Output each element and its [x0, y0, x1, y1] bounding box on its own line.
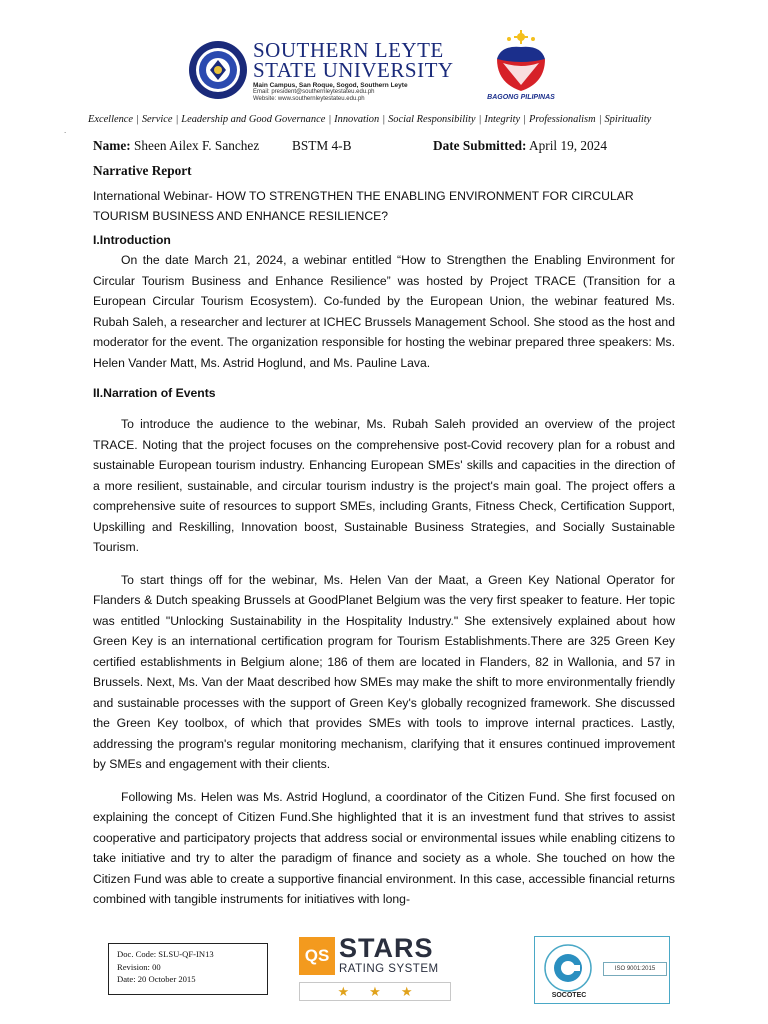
divider: |: [136, 114, 139, 125]
core-value: Service: [141, 114, 173, 125]
bagong-pilipinas-label: BAGONG PILIPINAS: [487, 94, 555, 101]
university-website: Website: www.southernleytestateu.edu.ph: [253, 96, 365, 102]
qs-badge: QS: [299, 937, 335, 975]
student-info-line: [93, 138, 675, 157]
date-label: Date Submitted:: [433, 138, 527, 153]
core-value: Integrity: [484, 114, 521, 125]
doc-code: Doc. Code: SLSU-QF-IN13: [117, 949, 214, 959]
student-section: BSTM 4-B: [292, 138, 352, 153]
qs-stars-title: STARS: [339, 933, 434, 963]
student-name: Sheen Ailex F. Sanchez: [134, 138, 260, 153]
document-control-box: [108, 943, 268, 995]
paragraph: To introduce the audience to the webinar, Ms. Rubah Saleh provided an overview of the project TRACE. Noting that the project focuses on the comprehensive post-Covid recovery plan for a robust and sustainable European tourism industry. Enhancing European SMEs' skills and capacities in the direction of a more resilient, sustainable, and circular tourism industry is the project's main goal. The project offers a comprehensive suite of resources to support SMEs, including Grants, Fitness Check, Certification Support, Upskilling and Reskilling, Innovation boost, Sustainable Business Strategies, and Socially Sustainable Tourism.: [93, 417, 675, 554]
date-value: April 19, 2024: [529, 138, 607, 153]
core-value: Professionalism: [529, 114, 596, 125]
name-label: Name:: [93, 138, 131, 153]
university-name-block: [253, 40, 454, 103]
campus-address: Main Campus, San Roque, Sogod, Southern Leyte: [253, 82, 408, 89]
paragraph: Following Ms. Helen was Ms. Astrid Hoglund, a coordinator of the Citizen Fund. She first focused on explaining the concept of Citizen Fund.She highlighted that it is an investment fund that strives to assist cooperative and participatory projects that address social or environmental issues while enabling citizens to take initiative and try to alter the paradigm of finance and society as a whole. She touched on how the Citizen Fund was able to create a supportive financial environment. In this case, accessible financial returns combined with tangible instruments for initiatives with long-: [93, 789, 675, 906]
qs-rating-subtitle: RATING SYSTEM: [339, 963, 439, 975]
socotec-emblem-icon: [543, 943, 593, 993]
core-value: Spirituality: [604, 114, 652, 125]
margin-dot: .: [64, 126, 67, 135]
section-heading: II.Narration of Events: [93, 386, 216, 400]
university-email: Email: president@southernleytestateu.edu.ph: [253, 89, 375, 95]
university-name-line1: SOUTHERN LEYTE: [253, 38, 444, 62]
divider: |: [523, 114, 527, 125]
doc-revision: Revision: 00: [117, 961, 161, 972]
university-name-line2: STATE UNIVERSITY: [253, 58, 454, 82]
qs-stars-logo: [299, 933, 451, 1005]
university-seal-logo: [188, 40, 248, 100]
paragraph: To start things off for the webinar, Ms. Helen Van der Maat, a Green Key National Operator for Flanders & Dutch speaking Brussels at GoodPlanet Belgium was the very first speaker to feature. Her topic was entitled "Unlocking Sustainability in the Hospitality Industry." She extensively explained about how Green Key is an international certification program for Tourism Establishments.There are 325 Green Key certified establishments in Belgium alone; 186 of them are located in Flanders, 82 in Wallonia, and 57 in Brussels. Next, Ms. Van der Maat described how SMEs may make the shift to more environmentally friendly and sustainable processes with the support of Green Key's globally recognized framework. She discussed the Green Key toolbox, of which that provides SMEs with tools to improve internal practices. Lastly, addressing the program's regular monitoring mechanism, clarifying that it ensures continued improvement by SMEs and engagement with their clients.: [93, 572, 675, 771]
webinar-title: International Webinar- HOW TO STRENGTHEN THE ENABLING ENVIRONMENT FOR CIRCULAR TOURISM BUSINESS AND ENHANCE RESILIENCE?: [93, 189, 634, 223]
star-rating-icon: ★★★: [299, 982, 451, 1001]
date-submitted: [433, 138, 607, 154]
divider: |: [328, 114, 332, 125]
core-value: Innovation: [334, 114, 380, 125]
socotec-certification-logo: [534, 936, 670, 1004]
letterhead: [0, 0, 768, 112]
paragraph: On the date March 21, 2024, a webinar entitled “How to Strengthen the Enabling Environment for Circular Tourism Business and Enhance Resilience” was hosted by Project TRACE (Transition for a European Circular Tourism Ecosystem). Co-funded by the European Union, the webinar featured Ms. Rubah Saleh, a researcher and lecturer at ICHEC Brussels Management School. She stood as the host and moderator for the event. The organization responsible for hosting the webinar prepared three speakers: Ms. Helen Vander Matt, Ms. Astrid Hoglund, and Ms. Pauline Lava.: [93, 253, 675, 370]
divider: |: [382, 114, 386, 125]
core-value: Social Responsibility: [388, 114, 476, 125]
divider: |: [598, 114, 602, 125]
core-value: Excellence: [88, 114, 133, 125]
section-heading: I.Introduction: [93, 233, 171, 247]
core-values-line: [88, 114, 698, 125]
divider: |: [175, 114, 179, 125]
bagong-pilipinas-logo: [489, 29, 553, 101]
doc-date: Date: 20 October 2015: [117, 974, 196, 984]
report-title: Narrative Report: [93, 163, 192, 178]
core-value: Leadership and Good Governance: [181, 114, 326, 125]
report-body: [93, 138, 675, 910]
iso-label: ISO 9001:2015: [603, 962, 667, 976]
socotec-name: SOCOTEC: [551, 992, 587, 999]
divider: |: [478, 114, 482, 125]
